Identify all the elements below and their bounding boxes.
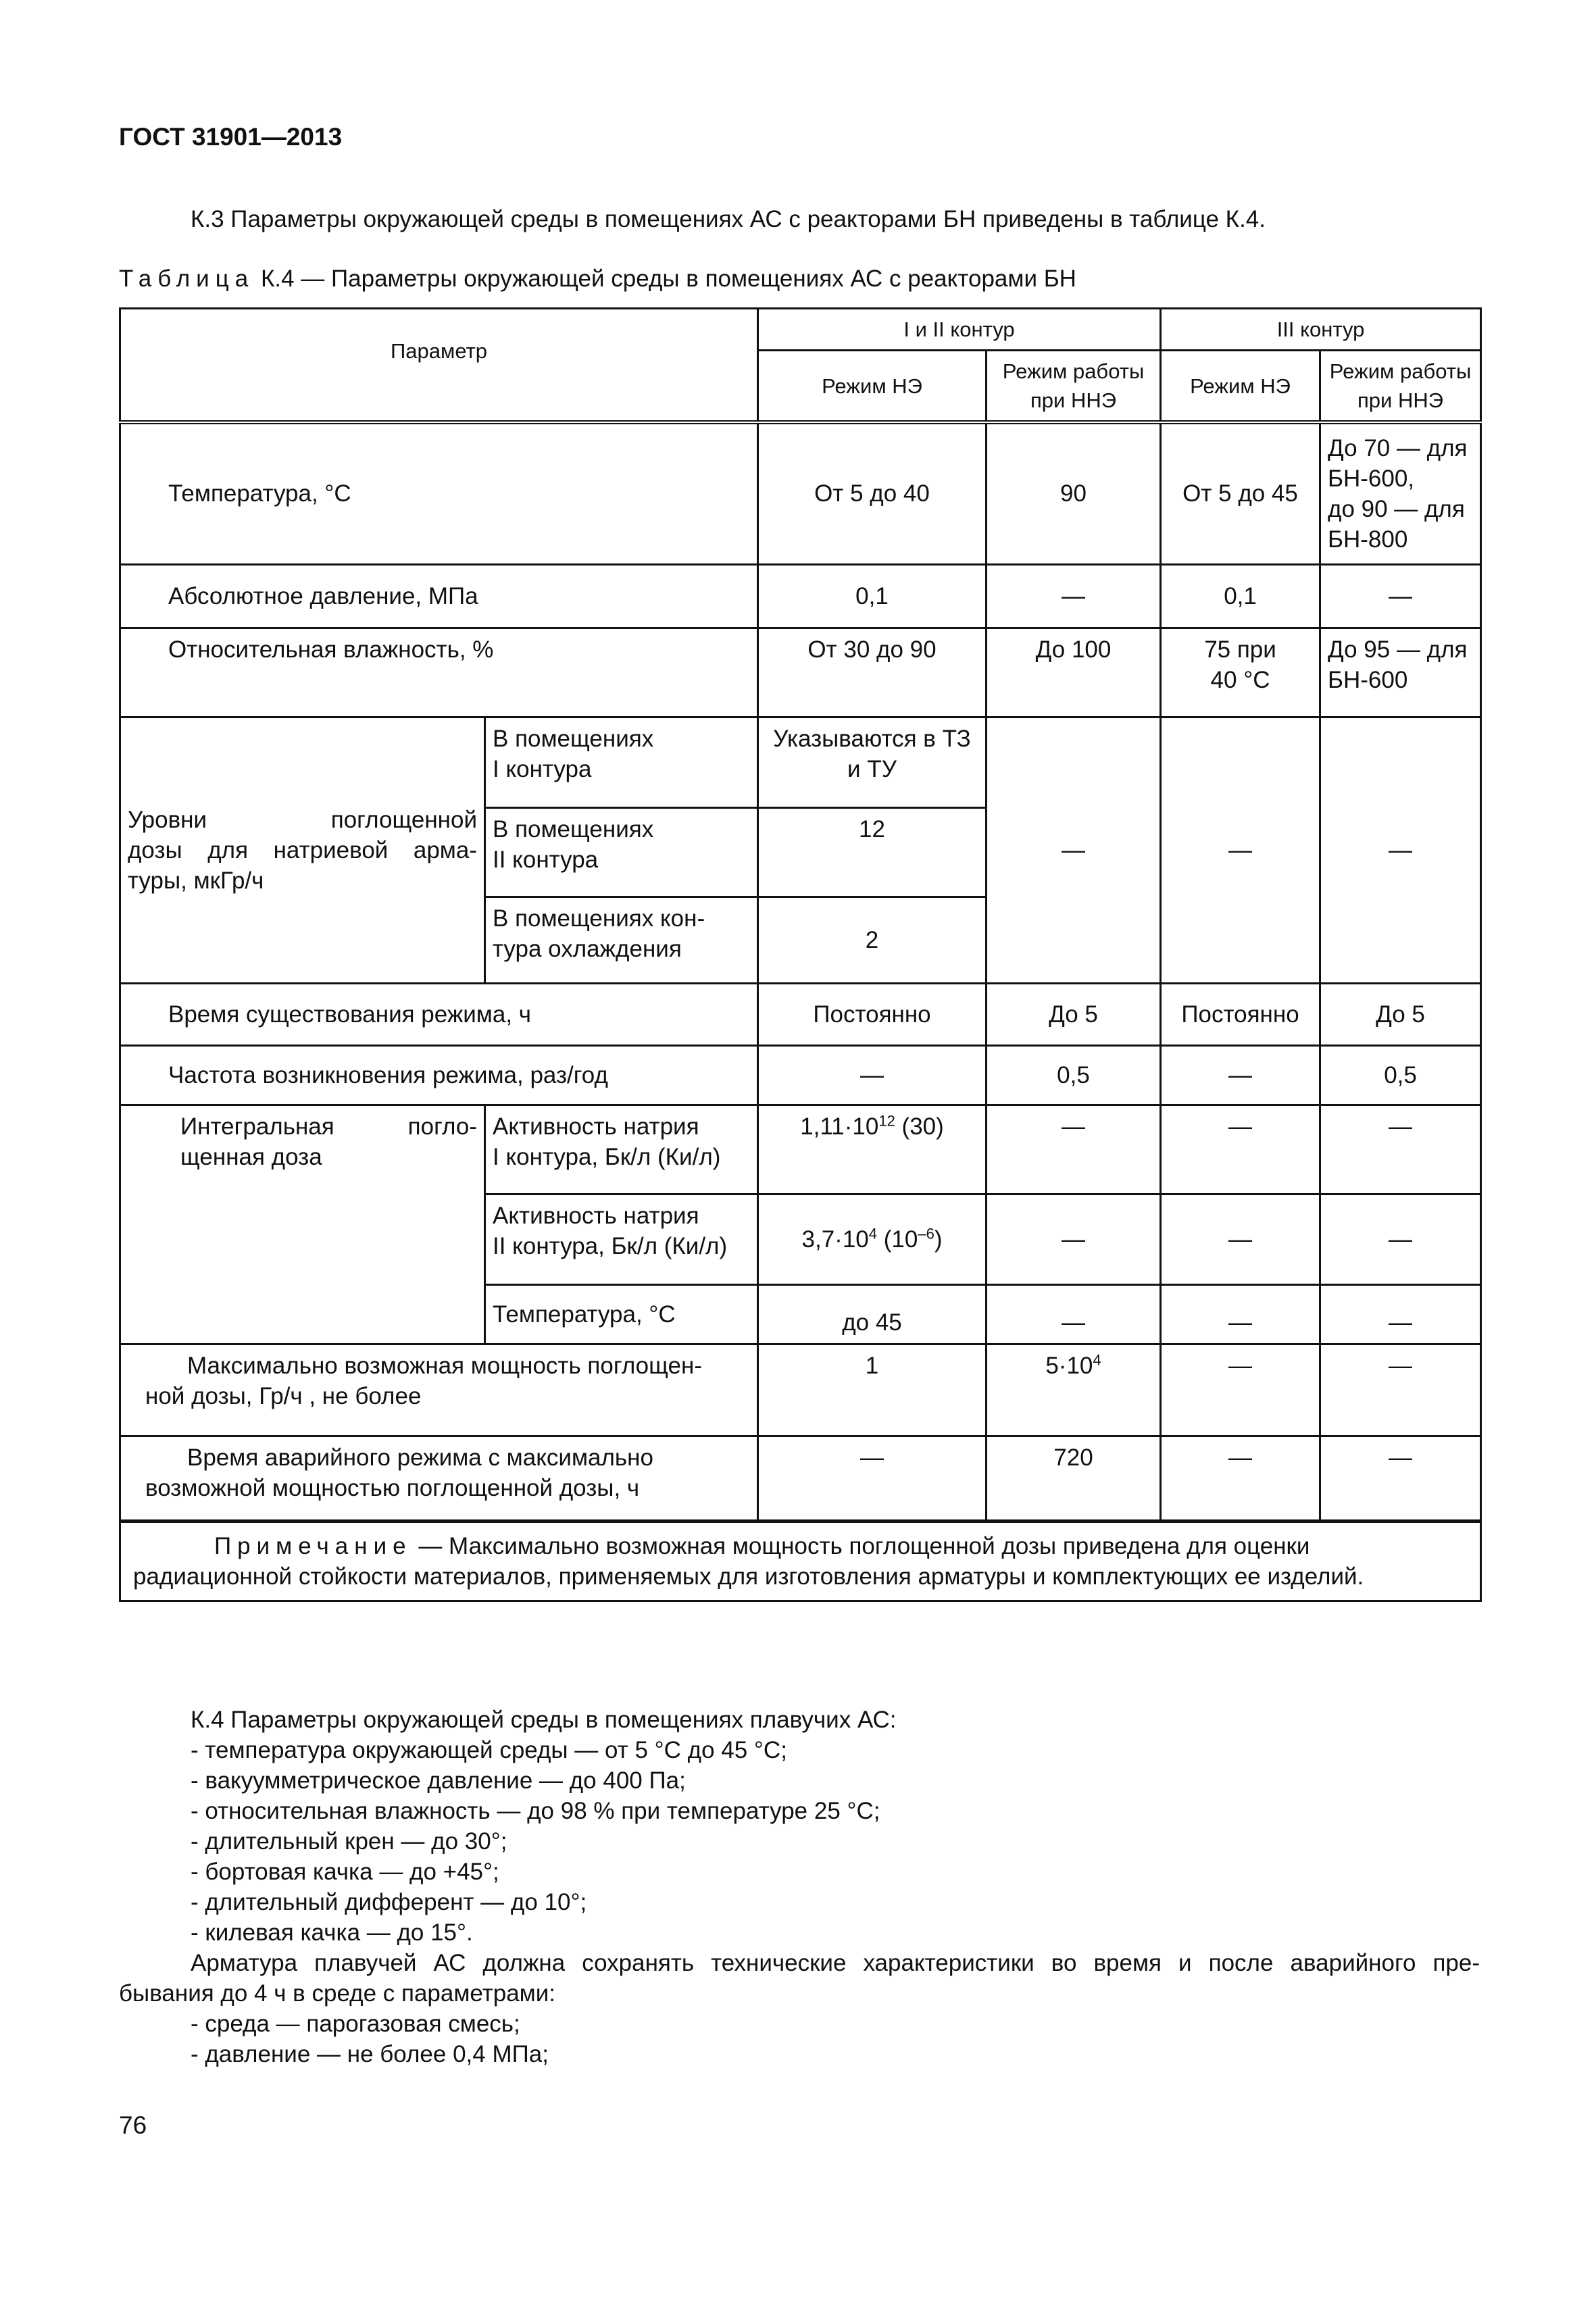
note-line1 xyxy=(133,1531,1468,1561)
dose-value-circuit-1-line2: и ТУ xyxy=(847,755,897,782)
integral-sub-circuit-2 xyxy=(485,1194,758,1284)
cell-duration-3: Постоянно xyxy=(1161,983,1320,1045)
dose-sub-circuit-2-line1: В помещениях xyxy=(493,815,654,842)
dose-sub-circuit-2-line2: II контура xyxy=(493,846,599,873)
integral-cell-3-3: — xyxy=(1161,1284,1320,1344)
cell-emergency-3: — xyxy=(1161,1436,1320,1521)
header-mode-ne-1: Режим НЭ xyxy=(758,351,987,423)
header-circuit-1-2: I и II контур xyxy=(758,309,1161,351)
cell-humidity-4-line1: До 95 — для xyxy=(1328,636,1468,663)
integral-sub-circuit-1 xyxy=(485,1105,758,1194)
header-mode-nne-2: Режим работы при ННЭ xyxy=(1320,351,1481,423)
cell-frequency-2: 0,5 xyxy=(987,1045,1161,1105)
cell-humidity-3 xyxy=(1161,628,1320,717)
dose-sub-circuit-1-line2: I контура xyxy=(493,755,592,782)
dose-value-circuit-1-line1: Указываются в ТЗ xyxy=(773,725,971,752)
integral-cell-2-2: — xyxy=(987,1194,1161,1284)
integral-sub-temperature: Температура, °С xyxy=(485,1284,758,1344)
cell-frequency-3: — xyxy=(1161,1045,1320,1105)
cell-temp-3: От 5 до 45 xyxy=(1161,422,1320,564)
integral-cell-2-3: — xyxy=(1161,1194,1320,1284)
cell-frequency-1: — xyxy=(758,1045,987,1105)
dose-label-line2: дозы для натриевой арма- xyxy=(128,836,477,863)
row-label-integral-dose xyxy=(120,1105,485,1344)
page-number: 76 xyxy=(119,2111,147,2139)
integral-cell-1-2: — xyxy=(987,1105,1161,1194)
table-row-max-power xyxy=(120,1344,1481,1436)
dose-cell-4: — xyxy=(1320,717,1481,983)
cell-duration-2: До 5 xyxy=(987,983,1161,1045)
k4-item2-2: - давление — не более 0,4 МПа; xyxy=(191,2041,549,2067)
table-row-frequency xyxy=(120,1045,1481,1105)
cell-temp-4-line3: до 90 — для xyxy=(1328,495,1465,522)
dose-sub-circuit-2 xyxy=(485,807,758,897)
table-row-humidity xyxy=(120,628,1481,717)
integral-value-2-exp: 4 xyxy=(868,1224,878,1242)
dose-value-cooling: 2 xyxy=(758,897,987,983)
k4-item-6: - длительный дифферент — до 10°; xyxy=(191,1889,587,1915)
section-k3-text: К.3 Параметры окружающей среды в помещениях АС с реакторами БН приведены в таблице К.4. xyxy=(191,206,1266,232)
k4-item-3: - относительная влажность — до 98 % при температуре 25 °С; xyxy=(191,1798,880,1824)
integral-sub-circuit-2-line1: Активность натрия xyxy=(493,1202,699,1229)
table-caption xyxy=(119,263,1076,294)
integral-value-2-base: 3,7·10 xyxy=(801,1226,869,1253)
k4-item-4: - длительный крен — до 30°; xyxy=(191,1828,507,1855)
max-power-2-exp: 4 xyxy=(1093,1351,1101,1368)
dose-sub-cooling-line2: тура охлаждения xyxy=(493,935,682,962)
cell-humidity-4-line2: БН-600 xyxy=(1328,666,1408,693)
dose-cell-3: — xyxy=(1161,717,1320,983)
k4-item-7: - килевая качка — до 15°. xyxy=(191,1919,473,1946)
integral-cell-1-4: — xyxy=(1320,1105,1481,1194)
cell-duration-1: Постоянно xyxy=(758,983,987,1045)
table-row-note xyxy=(120,1521,1481,1601)
dose-sub-cooling-line1: В помещениях кон- xyxy=(493,905,705,932)
cell-emergency-4: — xyxy=(1320,1436,1481,1521)
max-power-label-line2: ной дозы, Гр/ч , не более xyxy=(145,1382,422,1409)
table-header-row xyxy=(120,309,1481,351)
integral-label-line1: Интегральная погло- xyxy=(180,1113,477,1140)
integral-value-2-exp2: –6 xyxy=(918,1224,934,1242)
note-prefix: Примечание xyxy=(214,1532,412,1559)
row-label-dose-levels xyxy=(120,717,485,983)
table-row-duration xyxy=(120,983,1481,1045)
emergency-label-line2: возможной мощностью поглощенной дозы, ч xyxy=(145,1474,640,1501)
row-label-max-power xyxy=(120,1344,758,1436)
dose-label-line3: туры, мкГр/ч xyxy=(128,867,264,894)
k4-item-5: - бортовая качка — до +45°; xyxy=(191,1859,499,1885)
integral-sub-circuit-1-line1: Активность натрия xyxy=(493,1113,699,1140)
table-caption-text: К.4 — Параметры окружающей среды в помещениях АС с реакторами БН xyxy=(254,266,1076,292)
table-row-integral-1 xyxy=(120,1105,1481,1194)
integral-label-line2: щенная доза xyxy=(180,1143,322,1170)
cell-humidity-3-line2: 40 °С xyxy=(1210,666,1270,693)
cell-humidity-4 xyxy=(1320,628,1481,717)
header-circuit-3: III контур xyxy=(1161,309,1481,351)
dose-sub-circuit-1-line1: В помещениях xyxy=(493,725,654,752)
cell-temp-4-line4: БН-800 xyxy=(1328,526,1408,553)
cell-max-power-3: — xyxy=(1161,1344,1320,1436)
row-label-pressure: Абсолютное давление, МПа xyxy=(120,564,758,628)
integral-value-temperature: до 45 xyxy=(758,1284,987,1344)
section-k4 xyxy=(119,1705,1480,2069)
cell-pressure-3: 0,1 xyxy=(1161,564,1320,628)
integral-sub-circuit-2-line2: II контура, Бк/л (Ки/л) xyxy=(493,1232,728,1259)
integral-value-circuit-1 xyxy=(758,1105,987,1194)
k4-item-1: - температура окружающей среды — от 5 °С до 45 °С; xyxy=(191,1737,787,1763)
dose-label-line1: Уровни поглощенной xyxy=(128,806,477,833)
header-mode-nne-1: Режим работы при ННЭ xyxy=(987,351,1161,423)
dose-cell-2: — xyxy=(987,717,1161,983)
row-label-emergency xyxy=(120,1436,758,1521)
header-mode-ne-2: Режим НЭ xyxy=(1161,351,1320,423)
integral-sub-circuit-1-line2: I контура, Бк/л (Ки/л) xyxy=(493,1143,721,1170)
row-label-frequency: Частота возникновения режима, раз/год xyxy=(120,1045,758,1105)
note-text-1: — Максимально возможная мощность поглощенной дозы приведена для оценки xyxy=(412,1532,1310,1559)
max-power-label-line1: Максимально возможная мощность поглощен- xyxy=(187,1352,702,1379)
cell-emergency-1: — xyxy=(758,1436,987,1521)
cell-humidity-3-line1: 75 при xyxy=(1204,636,1276,663)
integral-value-2-mid: (10 xyxy=(877,1226,918,1253)
emergency-label-line1: Время аварийного режима с максимально xyxy=(187,1444,653,1471)
document-header: ГОСТ 31901—2013 xyxy=(119,123,343,151)
cell-max-power-1: 1 xyxy=(758,1344,987,1436)
cell-pressure-1: 0,1 xyxy=(758,564,987,628)
cell-temp-2: 90 xyxy=(987,422,1161,564)
cell-temp-1: От 5 до 40 xyxy=(758,422,987,564)
cell-pressure-2: — xyxy=(987,564,1161,628)
table-row-emergency xyxy=(120,1436,1481,1521)
integral-cell-3-2: — xyxy=(987,1284,1161,1344)
table-row-pressure xyxy=(120,564,1481,628)
integral-value-1-tail: (30) xyxy=(895,1113,944,1140)
k4-item2-1: - среда — парогазовая смесь; xyxy=(191,2011,520,2037)
integral-value-circuit-2 xyxy=(758,1194,987,1284)
max-power-2-base: 5·10 xyxy=(1045,1352,1093,1379)
integral-cell-2-4: — xyxy=(1320,1194,1481,1284)
cell-max-power-2 xyxy=(987,1344,1161,1436)
cell-emergency-2: 720 xyxy=(987,1436,1161,1521)
cell-pressure-4: — xyxy=(1320,564,1481,628)
cell-temp-4-line2: БН-600, xyxy=(1328,465,1415,492)
dose-sub-cooling xyxy=(485,897,758,983)
note-line2: радиационной стойкости материалов, применяемых для изготовления арматуры и комплектующих ее изделий. xyxy=(133,1563,1364,1590)
integral-value-2-tail: ) xyxy=(934,1226,943,1253)
k4-item-2: - вакуумметрическое давление — до 400 Па; xyxy=(191,1767,686,1794)
cell-duration-4: До 5 xyxy=(1320,983,1481,1045)
environment-table xyxy=(119,307,1482,1602)
integral-value-1-base: 1,11·10 xyxy=(800,1113,879,1140)
k4-intro: К.4 Параметры окружающей среды в помещениях плавучих АС: xyxy=(191,1707,897,1733)
cell-frequency-4: 0,5 xyxy=(1320,1045,1481,1105)
row-label-humidity: Относительная влажность, % xyxy=(120,628,758,717)
integral-cell-1-3: — xyxy=(1161,1105,1320,1194)
cell-temp-4 xyxy=(1320,422,1481,564)
dose-value-circuit-1 xyxy=(758,717,987,807)
k4-paragraph-line2: бывания до 4 ч в среде с параметрами: xyxy=(119,1980,556,2007)
cell-humidity-2: До 100 xyxy=(987,628,1161,717)
table-caption-prefix: Таблица xyxy=(119,266,255,292)
table-note xyxy=(120,1521,1481,1601)
cell-max-power-4: — xyxy=(1320,1344,1481,1436)
cell-humidity-1: От 30 до 90 xyxy=(758,628,987,717)
row-label-duration: Время существования режима, ч xyxy=(120,983,758,1045)
table-row-temperature xyxy=(120,422,1481,564)
header-parameter: Параметр xyxy=(120,309,758,423)
table-row-dose-1 xyxy=(120,717,1481,807)
dose-value-circuit-2: 12 xyxy=(758,807,987,897)
integral-value-1-exp: 12 xyxy=(878,1111,895,1129)
k4-paragraph-line1: Арматура плавучей АС должна сохранять технические характеристики во время и после аварийного пре- xyxy=(191,1950,1480,1976)
row-label-temperature: Температура, °С xyxy=(120,422,758,564)
dose-sub-circuit-1 xyxy=(485,717,758,807)
cell-temp-4-line1: До 70 — для xyxy=(1328,434,1468,461)
integral-cell-3-4: — xyxy=(1320,1284,1481,1344)
